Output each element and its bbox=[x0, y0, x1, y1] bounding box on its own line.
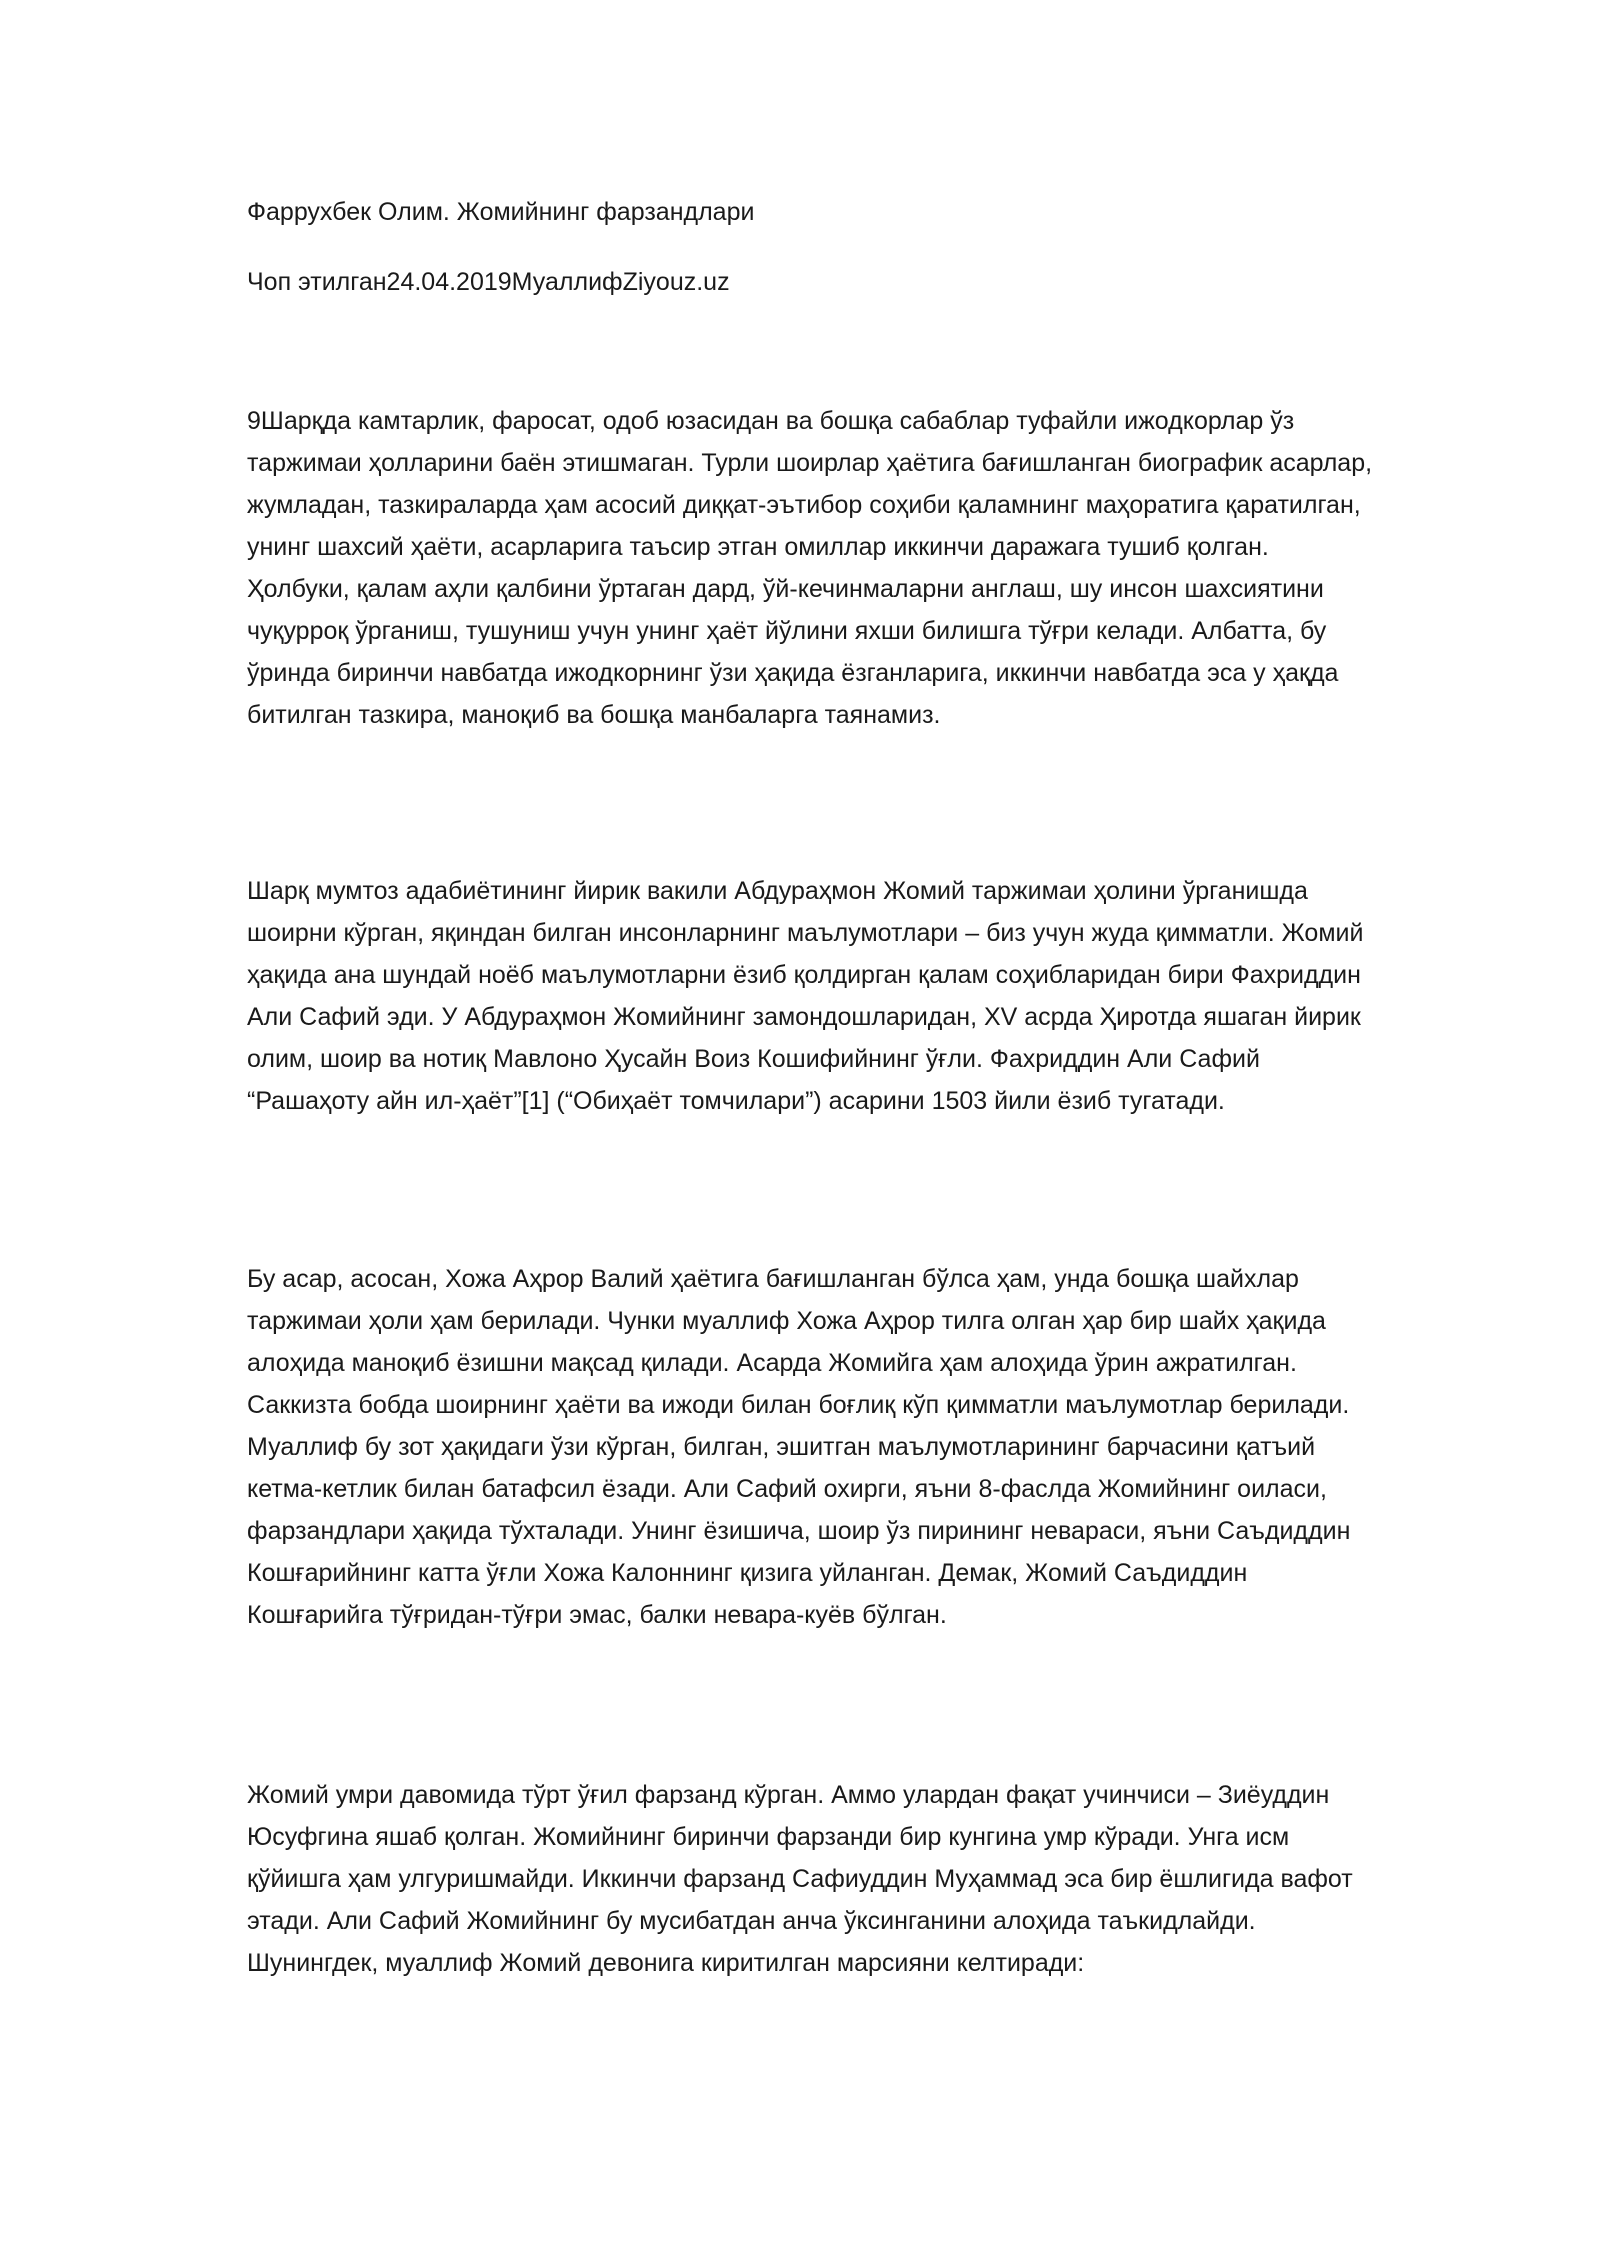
paragraph-children: Жомий умри давомида тўрт ўғил фарзанд кўрган. Аммо улардан фақат учинчиси – Зиёуддин Юсуфгина яшаб қолган. Жомийнинг биринчи фарзанди бир кунгина умр кўради. Унга исм қўйишга ҳам улгуришмайди. Иккинчи фарзанд Сафиуддин Муҳаммад эса бир ёшлигида вафот этади. Али Сафий Жомийнинг бу мусибатдан анча ўксинганини алоҳида таъкидлайди. Шунингдек, муаллиф Жомий девонига киритилган марсияни келтиради: bbox=[247, 1781, 1353, 1977]
publication-meta: Чоп этилган24.04.2019МуаллифZiyouz.uz bbox=[247, 268, 730, 296]
paragraph-jami-biography: Шарқ мумтоз адабиётининг йирик вакили Абдураҳмон Жомий таржимаи ҳолини ўрганишда шоирни кўрган, яқиндан билган инсонларнинг маълумотлари – биз учун жуда қимматли. Жомий ҳақида ана шундай ноёб маълумотларни ёзиб қолдирган қалам соҳибларидан бири Фахриддин Али Сафий эди. У Абдураҳмон Жомийнинг замондошларидан, XV асрда Ҳиротда яшаган йирик олим, шоир ва нотиқ Мавлоно Ҳусайн Воиз Кошифийнинг ўғли. Фахриддин Али Сафий “Рашаҳоту айн ил-ҳаёт”[1] (“Обиҳаёт томчилари”) асарини 1503 йили ёзиб тугатади. bbox=[247, 877, 1364, 1115]
document-title: Фаррухбек Олим. Жомийнинг фарзандлари bbox=[247, 198, 755, 226]
paragraph-intro: 9Шарқда камтарлик, фаросат, одоб юзасидан ва бошқа сабаблар туфайли ижодкорлар ўз таржимаи ҳолларини баён этишмаган. Турли шоирлар ҳаётига бағишланган биографик асарлар, жумладан, тазкираларда ҳам асосий диққат-эътибор соҳиби қаламнинг маҳоратига қаратилган, унинг шахсий ҳаёти, асарларига таъсир этган омиллар иккинчи даражага тушиб қолган. Ҳолбуки, қалам аҳли қалбини ўртаган дард, ўй-кечинмаларни англаш, шу инсон шахсиятини чуқурроқ ўрганиш, тушуниш учун унинг ҳаёт йўлини яхши билишга тўғри келади. Албатта, бу ўринда биринчи навбатда ижодкорнинг ўзи ҳақида ёзганларига, иккинчи навбатда эса у ҳақда битилган тазкира, маноқиб ва бошқа манбаларга таянамиз. bbox=[247, 407, 1373, 729]
paragraph-rashahot: Бу асар, асосан, Хожа Аҳрор Валий ҳаётига бағишланган бўлса ҳам, унда бошқа шайхлар таржимаи ҳоли ҳам берилади. Чунки муаллиф Хожа Аҳрор тилга олган ҳар бир шайх ҳақида алоҳида маноқиб ёзишни мақсад қилади. Асарда Жомийга ҳам алоҳида ўрин ажратилган. Саккизта бобда шоирнинг ҳаёти ва ижоди билан боғлиқ кўп қимматли маълумотлар берилади. Муаллиф бу зот ҳақидаги ўзи кўрган, билган, эшитган маълумотларининг барчасини қатъий кетма-кетлик билан батафсил ёзади. Али Сафий охирги, яъни 8-фаслда Жомийнинг оиласи, фарзандлари ҳақида тўхталади. Унинг ёзишича, шоир ўз пирининг невараси, яъни Саъдиддин Кошғарийнинг катта ўғли Хожа Калоннинг қизига уйланган. Демак, Жомий Саъдиддин Кошғарийга тўғридан-тўғри эмас, балки невара-куёв бўлган. bbox=[247, 1265, 1351, 1629]
